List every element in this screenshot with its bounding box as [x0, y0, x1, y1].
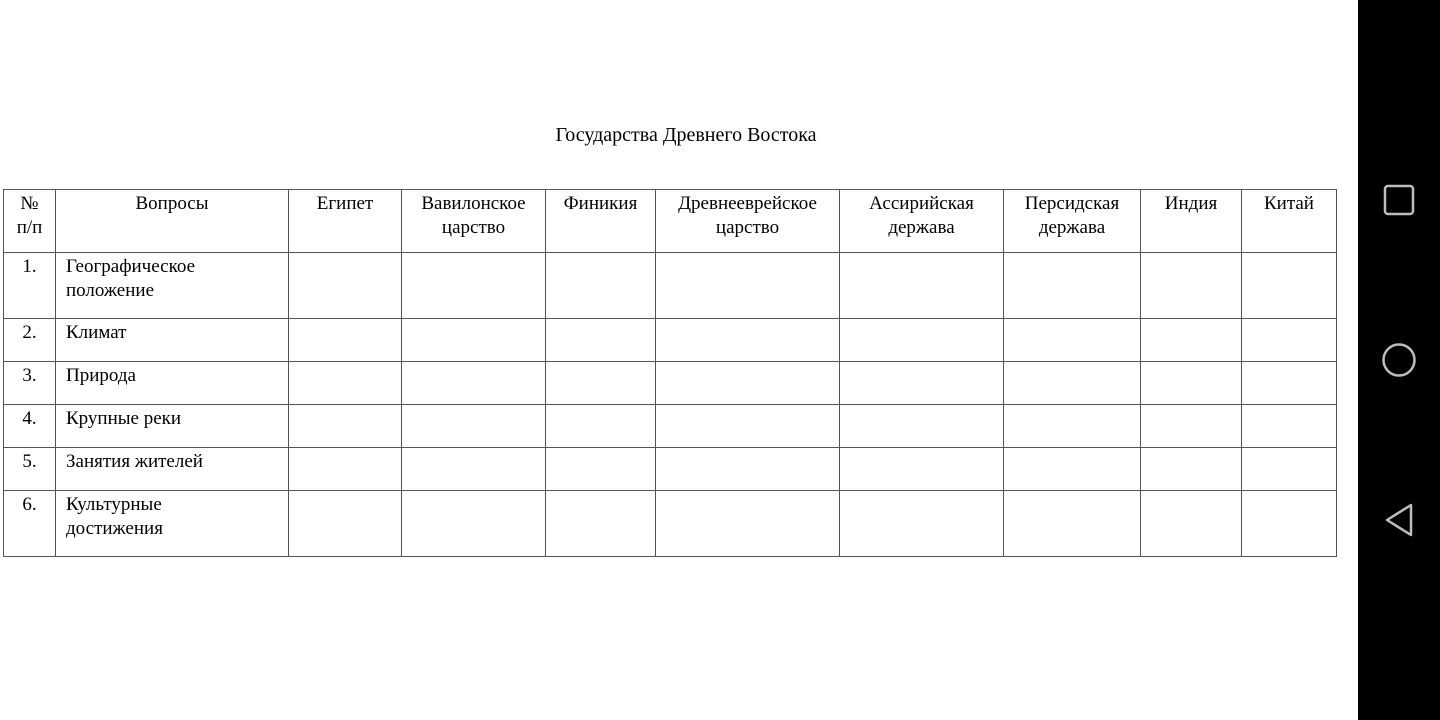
table-cell: [546, 362, 656, 405]
header-text: №: [20, 193, 39, 214]
row-number: 4.: [4, 405, 56, 448]
header-text: царство: [715, 217, 780, 238]
question-text: положение: [66, 280, 155, 301]
table-cell: [840, 491, 1004, 557]
table-cell: [1141, 448, 1242, 491]
android-navigation-bar: [1358, 0, 1440, 720]
table-cell: [656, 253, 840, 319]
table-cell: [402, 253, 546, 319]
table-row: [4, 448, 1337, 491]
table-cell: [402, 319, 546, 362]
table-cell: [1242, 362, 1337, 405]
row-question: Занятия жителей: [56, 448, 289, 491]
table-cell: [1004, 405, 1141, 448]
table-cell: [1242, 253, 1337, 319]
header-cell-assyria: [840, 190, 1004, 253]
header-text: царство: [441, 217, 506, 238]
table-cell: [546, 253, 656, 319]
recent-apps-button[interactable]: [1358, 160, 1440, 240]
table-cell: [1004, 362, 1141, 405]
table-cell: [289, 405, 402, 448]
table-cell: [402, 448, 546, 491]
header-text: Ассирийская: [869, 193, 974, 214]
table-cell: [1242, 448, 1337, 491]
table-cell: [289, 448, 402, 491]
back-icon: [1383, 502, 1415, 538]
row-question: Природа: [56, 362, 289, 405]
header-cell-egypt: [289, 190, 402, 253]
home-button[interactable]: [1358, 320, 1440, 400]
table-cell: [1242, 405, 1337, 448]
header-text: Древнееврейское: [678, 193, 817, 214]
table-cell: [1141, 405, 1242, 448]
table-cell: [840, 405, 1004, 448]
document-title: Государства Древнего Востока: [555, 124, 817, 146]
table-row: [4, 362, 1337, 405]
table-cell: [1141, 491, 1242, 557]
table-cell: [1141, 319, 1242, 362]
table-cell: [656, 319, 840, 362]
header-text: держава: [1038, 217, 1106, 238]
header-text: держава: [888, 217, 955, 238]
row-number: 2.: [4, 319, 56, 362]
table-cell: [402, 405, 546, 448]
header-text: Египет: [316, 193, 374, 214]
table-cell: [546, 319, 656, 362]
header-text: Китай: [1264, 193, 1314, 214]
table-cell: [840, 253, 1004, 319]
table-row: [4, 405, 1337, 448]
header-text: Финикия: [563, 193, 638, 214]
row-number: 1.: [4, 253, 56, 319]
header-row: [4, 190, 1337, 253]
row-number: 6.: [4, 491, 56, 557]
row-number: 5.: [4, 448, 56, 491]
header-cell-questions: [56, 190, 289, 253]
header-cell-phoenicia: [546, 190, 656, 253]
home-icon: [1381, 342, 1417, 378]
table-cell: [289, 362, 402, 405]
table-row: [4, 319, 1337, 362]
table-cell: [1141, 253, 1242, 319]
table-row: [4, 253, 1337, 319]
table-cell: [1141, 362, 1242, 405]
header-text: Индия: [1164, 193, 1218, 214]
table-row: [4, 491, 1337, 557]
table-cell: [1242, 319, 1337, 362]
table-cell: [289, 491, 402, 557]
question-text: Географическое: [66, 256, 196, 277]
table-cell: [1242, 491, 1337, 557]
table-cell: [546, 405, 656, 448]
question-text: достижения: [66, 518, 163, 539]
table-cell: [289, 319, 402, 362]
row-question: [56, 491, 289, 557]
header-cell-number: [4, 190, 56, 253]
header-cell-china: [1242, 190, 1337, 253]
header-text: Персидская: [1024, 193, 1120, 214]
table-cell: [402, 362, 546, 405]
table-cell: [1004, 448, 1141, 491]
table-cell: [289, 253, 402, 319]
row-question: [56, 253, 289, 319]
header-text: Вавилонское: [421, 193, 526, 214]
row-number: 3.: [4, 362, 56, 405]
header-cell-babylon: [402, 190, 546, 253]
table-cell: [1004, 319, 1141, 362]
history-table: [3, 189, 1337, 557]
row-question: Климат: [56, 319, 289, 362]
table-cell: [840, 362, 1004, 405]
header-cell-hebrew: [656, 190, 840, 253]
table-cell: [546, 448, 656, 491]
header-cell-persia: [1004, 190, 1141, 253]
table-cell: [656, 405, 840, 448]
row-question: Крупные реки: [56, 405, 289, 448]
table-cell: [840, 448, 1004, 491]
recent-apps-icon: [1383, 184, 1415, 216]
table-cell: [402, 491, 546, 557]
table-cell: [656, 491, 840, 557]
question-text: Культурные: [66, 494, 162, 515]
table-cell: [546, 491, 656, 557]
header-text: Вопросы: [135, 193, 209, 214]
header-text: п/п: [16, 217, 43, 238]
table-cell: [1004, 491, 1141, 557]
table-cell: [656, 448, 840, 491]
table-cell: [1004, 253, 1141, 319]
table-cell: [840, 319, 1004, 362]
table-cell: [656, 362, 840, 405]
back-button[interactable]: [1358, 480, 1440, 560]
header-cell-india: [1141, 190, 1242, 253]
